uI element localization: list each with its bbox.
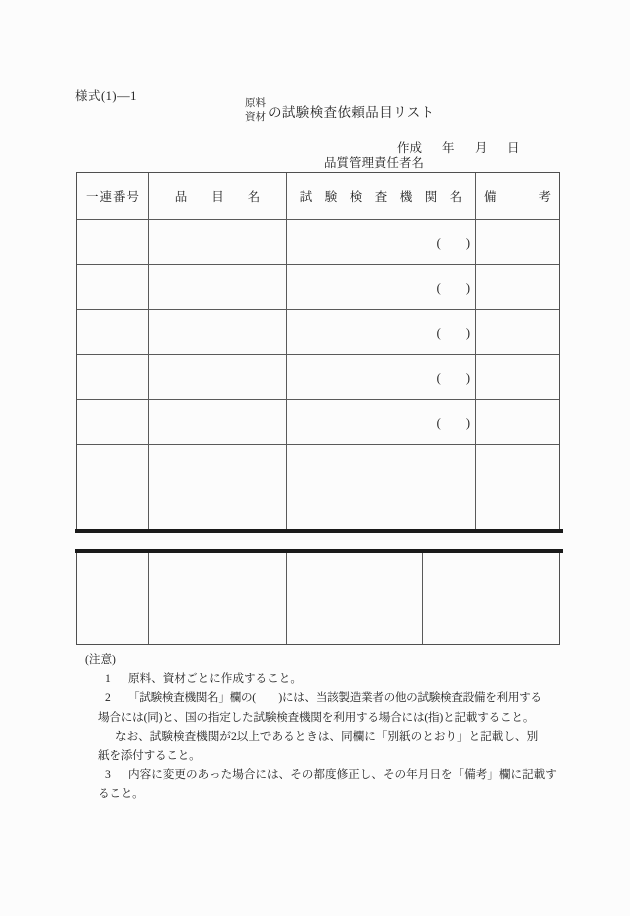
agency-cell <box>286 553 422 644</box>
title-material-fraction <box>245 97 266 124</box>
item-cell <box>148 553 286 644</box>
date-month-label: 月 <box>475 141 488 155</box>
item-header-cell <box>148 173 286 219</box>
notes-heading: (注意) <box>85 653 116 666</box>
table-header-row <box>77 173 593 219</box>
serial-header-cell <box>77 173 148 219</box>
remarks-cell <box>475 310 559 354</box>
serial-cell <box>77 220 148 264</box>
agency-cell <box>286 445 475 531</box>
note-text: 原料、資材ごとに作成すること。 <box>128 672 302 686</box>
agency-cell: ( ) <box>286 220 475 264</box>
title-fraction-top: 原料 <box>245 98 266 109</box>
serial-cell <box>77 355 148 399</box>
title-suffix: の試験検査依頼品目リスト <box>268 104 435 120</box>
remarks-cell <box>422 553 559 644</box>
date-label: 作成 <box>397 141 423 155</box>
note-number: 1 <box>105 672 111 686</box>
note-line: なお、試験検査機関が2以上であるときは、同欄に「別紙のとおり」と記載し、別 <box>115 729 539 743</box>
table-row <box>77 444 559 531</box>
note-line: 紙を添付すること。 <box>98 749 201 763</box>
page-title <box>245 97 435 124</box>
table-row <box>77 309 559 354</box>
serial-cell <box>77 553 148 644</box>
title-fraction-bottom: 資材 <box>245 111 266 123</box>
remarks-header-cell <box>475 173 593 219</box>
item-cell <box>148 355 286 399</box>
item-cell <box>148 400 286 444</box>
remarks-cell <box>475 400 559 444</box>
note-number: 3 <box>105 768 111 782</box>
table-bottom-rule <box>75 529 563 533</box>
serial-cell <box>77 445 148 531</box>
table-row <box>77 399 559 444</box>
note-line <box>0 669 600 688</box>
main-table <box>76 172 593 531</box>
note-number: 2 <box>105 691 111 705</box>
quality-manager-label: 品質管理責任者名 <box>324 156 425 170</box>
form-code: 様式(1)―1 <box>75 89 137 103</box>
item-cell <box>148 310 286 354</box>
agency-cell: ( ) <box>286 310 475 354</box>
item-header-label: 品目名 <box>174 190 285 204</box>
serial-cell <box>77 310 148 354</box>
serial-cell <box>77 265 148 309</box>
agency-cell: ( ) <box>286 400 475 444</box>
note-line <box>0 688 600 707</box>
remarks-cell <box>475 355 559 399</box>
date-day-label: 日 <box>507 141 520 155</box>
note-line: 場合には(同)と、国の指定した試験検査機関を利用する場合には(指)と記載すること。 <box>98 710 535 724</box>
agency-cell: ( ) <box>286 265 475 309</box>
serial-header-label: 一連番号 <box>85 190 140 204</box>
item-cell <box>148 220 286 264</box>
remarks-cell <box>475 220 559 264</box>
table-row <box>77 354 559 399</box>
note-line <box>0 765 600 784</box>
agency-header-label: 試験検査機関名 <box>299 190 475 204</box>
table-row <box>77 219 559 264</box>
agency-cell: ( ) <box>286 355 475 399</box>
continuation-table <box>76 553 560 645</box>
creation-date-line <box>0 138 630 155</box>
remarks-cell <box>475 265 559 309</box>
item-cell <box>148 265 286 309</box>
table-row <box>77 553 559 644</box>
date-year-label: 年 <box>442 141 455 155</box>
notes-section <box>0 650 600 804</box>
serial-cell <box>77 400 148 444</box>
remarks-header-label: 備考 <box>483 190 593 204</box>
note-text: 内容に変更のあった場合には、その都度修正し、その年月日を「備考」欄に記載す <box>128 768 557 782</box>
agency-header-cell <box>286 173 475 219</box>
table-row <box>77 264 559 309</box>
note-text: 「試験検査機関名」欄の( )には、当該製造業者の他の試験検査設備を利用する <box>128 691 542 705</box>
note-line: ること。 <box>98 787 144 801</box>
item-cell <box>148 445 286 531</box>
remarks-cell <box>475 445 559 531</box>
